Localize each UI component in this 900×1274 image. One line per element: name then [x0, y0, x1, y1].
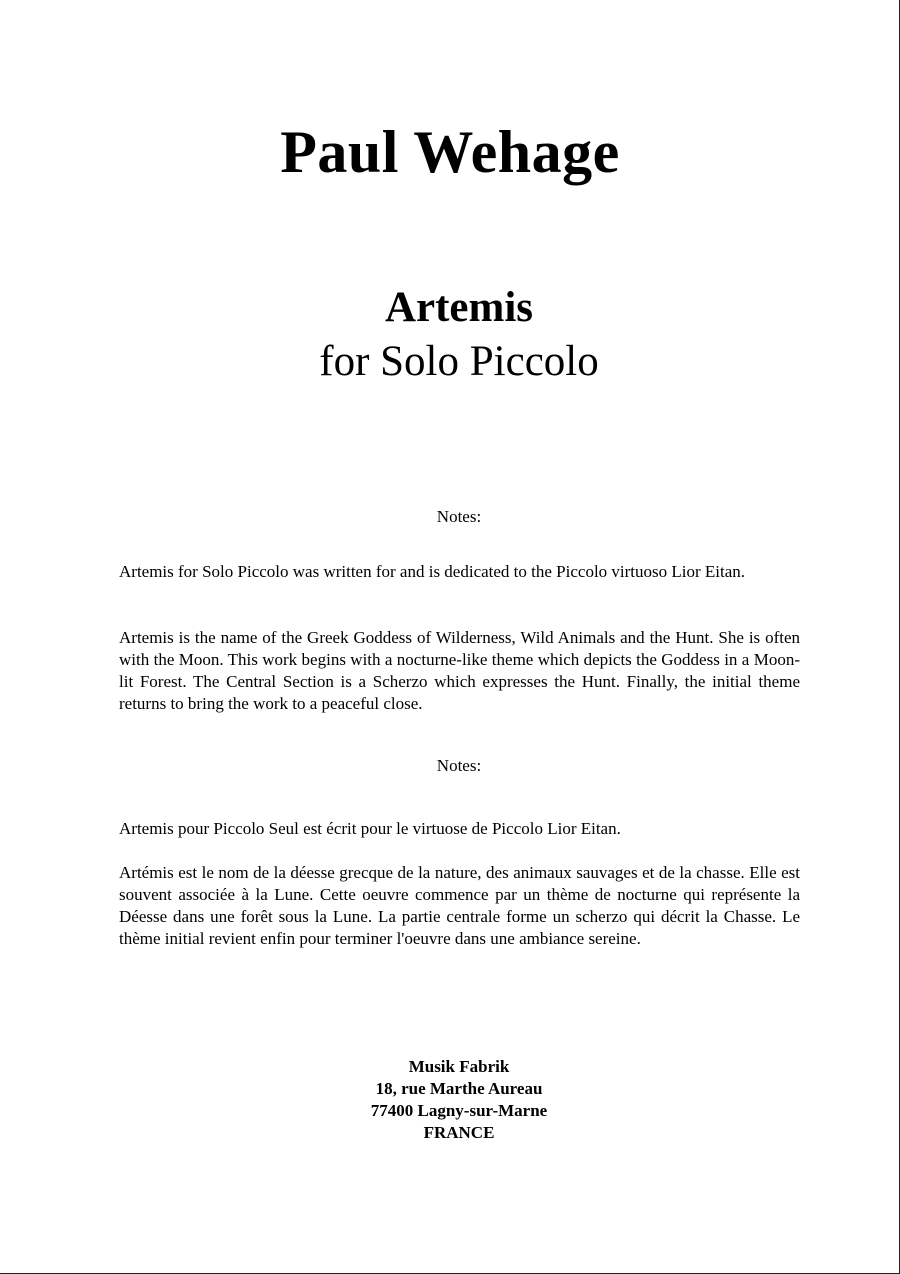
notes-english-paragraph-2: Artemis is the name of the Greek Goddess of Wilderness, Wild Animals and the Hunt. She is often with the Moon. This work begins with a nocturne-like theme which depicts the Goddess in a Moon-lit Forest. The Central Section is a Scherzo which expresses the Hunt. Finally, the initial theme returns to bring the work to a peaceful close.: [119, 628, 800, 713]
notes-french-paragraph-2: Artémis est le nom de la déesse grecque de la nature, des animaux sauvages et de la chasse. Elle est souvent associée à la Lune. Cette oeuvre commence par un thème de nocturne qui représente la Déesse dans une forêt sous la Lune. La partie centrale forme un scherzo qui décrit la Chasse. Le thème initial revient enfin pour terminer l'oeuvre dans une ambiance sereine.: [119, 863, 800, 948]
notes-english-paragraph-1: Artemis for Solo Piccolo was written for and is dedicated to the Piccolo virtuoso Lior Eitan.: [119, 562, 746, 581]
work-subtitle: for Solo Piccolo: [319, 338, 599, 385]
publisher-country: FRANCE: [423, 1123, 495, 1142]
publisher-street: 18, rue Marthe Aureau: [375, 1079, 543, 1098]
publisher-city: 77400 Lagny-sur-Marne: [370, 1101, 548, 1120]
composer-name: Paul Wehage: [280, 119, 620, 185]
notes-heading-english: Notes:: [436, 507, 482, 526]
publisher-name: Musik Fabrik: [408, 1057, 510, 1076]
notes-heading-french: Notes:: [436, 756, 482, 775]
notes-french-paragraph-1: Artemis pour Piccolo Seul est écrit pour le virtuose de Piccolo Lior Eitan.: [119, 819, 621, 838]
publisher-address: [0, 1056, 900, 1144]
work-title: Artemis: [384, 284, 534, 331]
